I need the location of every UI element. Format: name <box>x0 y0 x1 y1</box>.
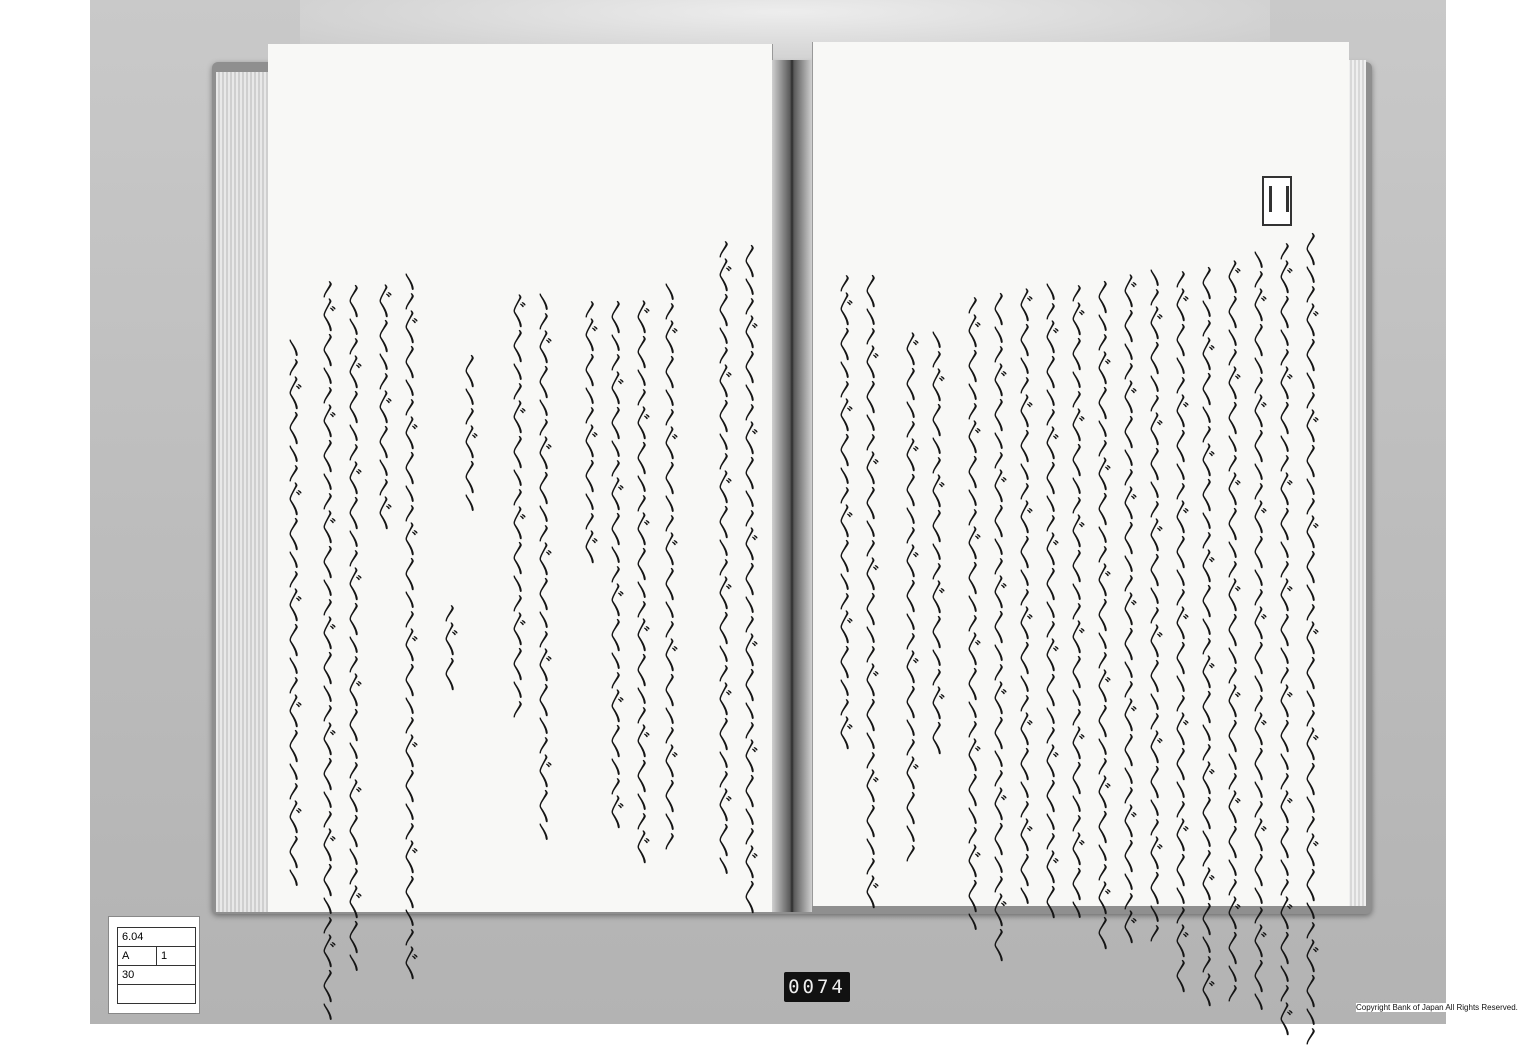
manuscript-column: 〱〵〳〲〱〵〳〲〱〵〳〲〱〵〳〲〱〵〳〲〱〵〳〲〱〵 <box>342 284 362 973</box>
manuscript-column: 〱〵〳〲〱〵〳〲〱〵〳〲〱〵〳〲〱〵〳〲〱〵〳〲〱 <box>987 292 1007 963</box>
archive-label-card <box>108 916 200 1014</box>
label-row-2-left: A <box>118 947 157 966</box>
manuscript-column: 〵〳〲〱〵〳〲〱〵〳〲〱〵〳〲〱〵〳〲〱〵 <box>532 294 552 842</box>
manuscript-column: 〳〲〱〵〳〲〱〵〳〲〱〵〳〲〱〵〳〲〱〵〳〲〱〵 <box>961 296 981 932</box>
manuscript-column: 〱〵〳〲〱〵〳〲〱〵〳〲〱〵〳〲〱〵〳〲 <box>604 300 624 830</box>
manuscript-column: 〳〲〱〵〳〲〱〵〳〲〱〵〳〲〱〵〳〲〱〵〳〲〱〵〳〲〱 <box>1169 270 1189 994</box>
left-page-stack <box>216 72 276 912</box>
manuscript-column: 〲〱〵〳〲〱〵〳〲〱〵〳〲〱〵〳〲〱〵〳 <box>899 332 919 862</box>
manuscript-column: 〵〳〲〱〵〳〲〱〵〳〲〱〵〳〲〱〵〳〲〱〵〳〲〱〵〳〲〱〵 <box>1247 252 1267 1012</box>
manuscript-column: 〳〲〱〵〳〲〱〵〳〲〱〵〳〲〱〵〳〲〱〵〳〲〱〵〳〲〱〵〳〲 <box>1273 242 1293 1037</box>
manuscript-column: 〵〳〲〱〵〳〲〱〵〳〲〱〵〳〲〱〵〳〲〱〵〳〲〱 <box>1039 284 1059 920</box>
archive-label-table <box>117 927 196 1004</box>
manuscript-column: 〳〲〱〵〳〲〱〵〳〲〱〵〳〲〱〵〳〲〱〵〳〲〱〵 <box>712 240 732 876</box>
manuscript-column: 〲〱〵〳〲〱〵〳〲〱〵〳〲〱〵〳〲〱〵〳〲〱〵〳〲 <box>1117 274 1137 945</box>
label-row-2-right: 1 <box>157 947 196 966</box>
manuscript-column: 〳〲〱〵〳〲〱〵〳〲〱〵〳〲〱〵〳〲〱〵〳〲〱〵 <box>1065 284 1085 920</box>
manuscript-column: 〲〱〵〳〲〱〵〳〲〱〵〳〲〱〵〳〲〱〵〳〲〱〵 <box>1013 288 1033 906</box>
manuscript-column: 〱〵〳〲〱〵〳〲〱〵〳〲〱〵〳〲〱〵〳〲〱〵〳〲〱〵〳〲 <box>1195 266 1215 1008</box>
manuscript-column: 〲〱〵〳〲〱〵〳〲〱〵〳〲〱〵〳〲〱〵〳〲 <box>630 300 650 865</box>
manuscript-column: 〲〱〵〳〲〱〵〳〲 <box>372 284 392 531</box>
manuscript-column: 〳〲〱〵〳〲〱〵〳〲〱〵〳〲〱〵〳〲 <box>833 274 853 751</box>
manuscript-column: 〱〵〳〲〱〵 <box>458 354 478 513</box>
frame-number: 0074 <box>784 972 850 1002</box>
manuscript-column: 〳〲〱〵〳〲〱〵〳〲〱〵〳〲〱〵〳〲〱〵〳〲〱〵〳〲〱〵 <box>316 280 336 1022</box>
manuscript-column: 〵〳〲〱〵〳〲〱〵〳〲〱〵〳〲〱 <box>925 332 945 756</box>
label-row-4 <box>118 985 196 1004</box>
left-page <box>268 44 773 1022</box>
manuscript-column: 〵〳〲〱〵〳〲〱〵〳〲〱〵〳〲〱〵〳〲〱〵〳〲〱〵〳〲 <box>398 274 418 981</box>
book-gutter <box>772 60 812 912</box>
manuscript-column: 〱〵〳〲〱〵〳〲〱〵〳〲〱〵〳〲〱〵〳〲〱〵〳〲〱 <box>1091 280 1111 951</box>
label-row-3: 30 <box>118 966 196 985</box>
manuscript-column: 〲〱〵〳〲〱〵〳〲〱〵〳〲〱〵〳 <box>506 294 526 718</box>
manuscript-column: 〲〱〵〳〲〱〵〳〲〱〵〳〲〱〵〳〲〱〵〳〲〱〵〳〲〱〵〳 <box>1221 260 1241 1002</box>
manuscript-column: 〵〳〲〱〵〳〲〱〵〳〲〱〵〳〲〱〵〳〲〱〵〳 <box>658 284 678 850</box>
index-tab <box>1262 176 1292 226</box>
manuscript-column: 〳〲〱 <box>438 604 458 692</box>
manuscript-column: 〳〲〱〵〳〲〱〵〳〲 <box>578 300 598 565</box>
manuscript-column: 〵〳〲〱〵〳〲〱〵〳〲〱〵〳〲〱〵〳〲〱〵 <box>282 340 302 888</box>
copyright-notice: Copyright Bank of Japan All Rights Reserved. <box>1356 1003 1518 1012</box>
label-row-1: 6.04 <box>118 928 196 947</box>
manuscript-column: 〱〵〳〲〱〵〳〲〱〵〳〲〱〵〳〲〱〵〳〲〱〵〳〲 <box>859 274 879 910</box>
manuscript-column: 〵〳〲〱〵〳〲〱〵〳〲〱〵〳〲〱〵〳〲〱〵〳〲〱〵〳 <box>1143 270 1163 942</box>
manuscript-column: 〱〵〳〲〱〵〳〲〱〵〳〲〱〵〳〲〱〵〳〲〱〵〳〲〱〵〳〲〱〵〳 <box>1299 232 1319 1045</box>
manuscript-column: 〱〵〳〲〱〵〳〲〱〵〳〲〱〵〳〲〱〵〳〲〱〵〳〲〱 <box>738 244 758 915</box>
